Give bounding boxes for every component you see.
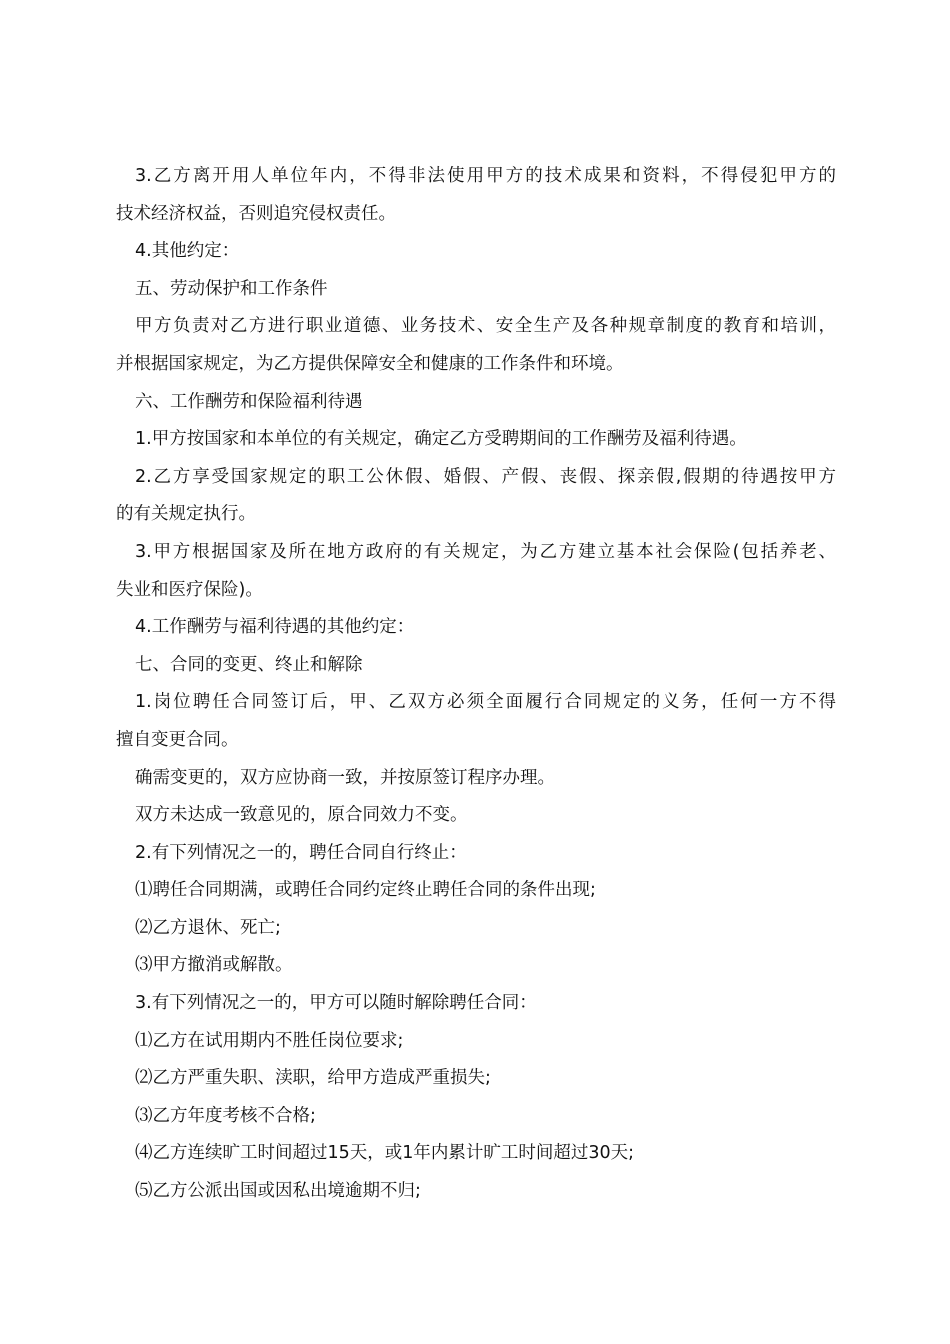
- paragraph-line: 双方未达成一致意见的，原合同效力不变。: [135, 805, 468, 826]
- paragraph-line: 1.甲方按国家和本单位的有关规定，确定乙方受聘期间的工作酬劳及福利待遇。: [135, 429, 747, 450]
- paragraph-line: 4.其他约定：: [135, 241, 240, 262]
- paragraph-line: 技术经济权益，否则追究侵权责任。: [116, 203, 396, 224]
- list-item: ⑶甲方撤消或解散。: [135, 955, 293, 976]
- paragraph-line: 确需变更的，双方应协商一致，并按原签订程序办理。: [135, 767, 555, 788]
- document-body: [116, 158, 836, 1211]
- list-item: ⑸乙方公派出国或因私出境逾期不归;: [135, 1181, 421, 1202]
- paragraph-line: 并根据国家规定，为乙方提供保障安全和健康的工作条件和环境。: [116, 353, 624, 374]
- section-heading: 七、合同的变更、终止和解除: [135, 654, 363, 675]
- paragraph-line: 3.乙方离开用人单位年内，不得非法使用甲方的技术成果和资料，不得侵犯甲方的: [135, 166, 836, 186]
- paragraph-line: 2.乙方享受国家规定的职工公休假、婚假、产假、丧假、探亲假,假期的待遇按甲方: [135, 466, 836, 487]
- paragraph-line: 失业和医疗保险)。: [116, 579, 263, 600]
- list-item: ⑵乙方严重失职、渎职，给甲方造成严重损失;: [135, 1068, 491, 1089]
- list-item: ⑷乙方连续旷工时间超过15天，或1年内累计旷工时间超过30天;: [135, 1143, 635, 1164]
- paragraph-line: 擅自变更合同。: [116, 729, 239, 750]
- paragraph-line: 甲方负责对乙方进行职业道德、业务技术、安全生产及各种规章制度的教育和培训，: [135, 316, 836, 337]
- paragraph-line: 4.工作酬劳与福利待遇的其他约定：: [135, 617, 415, 638]
- paragraph-line: 2.有下列情况之一的，聘任合同自行终止：: [135, 842, 467, 863]
- list-item: ⑵乙方退休、死亡;: [135, 917, 281, 938]
- list-item: ⑴聘任合同期满，或聘任合同约定终止聘任合同的条件出现;: [135, 880, 596, 901]
- list-item: ⑴乙方在试用期内不胜任岗位要求;: [135, 1030, 404, 1051]
- list-item: ⑶乙方年度考核不合格;: [135, 1105, 316, 1126]
- paragraph-line: 3.甲方根据国家及所在地方政府的有关规定，为乙方建立基本社会保险(包括养老、: [135, 541, 836, 562]
- paragraph-line: 3.有下列情况之一的，甲方可以随时解除聘任合同：: [135, 993, 537, 1014]
- section-heading: 六、工作酬劳和保险福利待遇: [135, 391, 363, 412]
- section-heading: 五、劳动保护和工作条件: [135, 278, 328, 299]
- paragraph-line: 1.岗位聘任合同签订后，甲、乙双方必须全面履行合同规定的义务，任何一方不得: [135, 692, 836, 713]
- paragraph-line: 的有关规定执行。: [116, 504, 256, 525]
